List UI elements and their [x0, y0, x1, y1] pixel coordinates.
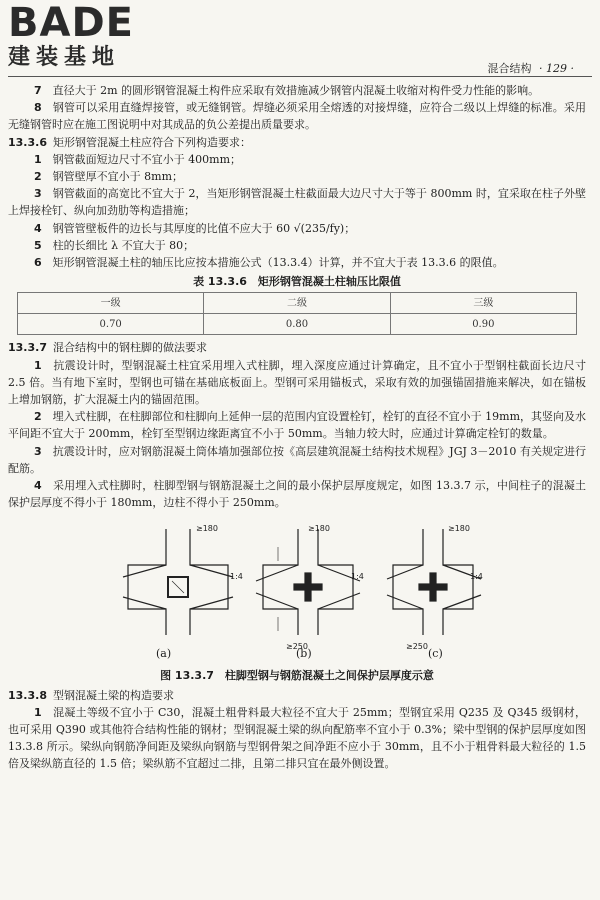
subfigure-label: (a): [156, 647, 172, 661]
clause-text: 直径大于 2m 的圆形钢管混凝土构件应采取有效措施减少钢管内混凝土收缩对构件受力性能的影响。: [52, 84, 540, 97]
section-number: 13.3.7: [8, 341, 47, 355]
dim-label: ≥180: [196, 524, 218, 534]
section-heading: [8, 134, 586, 151]
clause-text: 钢管截面短边尺寸不宜小于 400mm；: [52, 152, 242, 166]
clause-text: 抗震设计时，型钢混凝土柱宜采用埋入式柱脚，埋入深度应通过计算确定，且不宜小于型钢柱截面长边尺寸 2.5 倍。当有地下室时，型钢也可锚在基础底板面上。型钢可采用锚板式，采取有效的加强锚固措施来解决，如在锚板上增加钢筋，扩大混凝土内的锚固范围。: [8, 358, 587, 407]
clause-item: [8, 357, 586, 409]
table-header-cell: 二级: [204, 293, 390, 314]
clause-number: 1: [34, 705, 42, 719]
slope-label: 1:4: [351, 572, 364, 582]
clause-number: 2: [34, 410, 42, 424]
clause-number: 4: [34, 221, 42, 235]
clause-number: 8: [34, 101, 42, 115]
table-cell: 0.70: [18, 314, 204, 335]
dim-label: ≥250: [286, 642, 308, 652]
clause-text: 矩形钢管混凝土柱的轴压比应按本措施公式（13.3.4）计算，并不宜大于表 13.3.6 的限值。: [52, 256, 504, 270]
table-header-cell: 三级: [390, 293, 576, 314]
table-title: 表 13.3.6 矩形钢管混凝土柱轴压比限值: [193, 275, 401, 289]
table-cell: 0.90: [390, 314, 576, 335]
clause-text: 钢管管壁板件的边长与其厚度的比值不应大于 60 √(235/fy)；: [52, 221, 356, 235]
table-header-row: [18, 293, 577, 314]
clause-item: [8, 151, 586, 168]
section-number: 13.3.6: [8, 135, 47, 149]
logo: [8, 2, 178, 70]
clause-text: 抗震设计时，应对钢筋混凝土筒体墙加强部位按《高层建筑混凝土结构技术规程》JGJ 3－2010 有关规定进行配筋。: [8, 444, 587, 475]
clause-number: 6: [34, 256, 42, 270]
clause-number: 1: [34, 152, 42, 166]
running-head-title: 混合结构: [487, 62, 532, 75]
clause-text: 采用埋入式柱脚时，柱脚型钢与钢筋混凝土之间的最小保护层厚度规定，如图 13.3.7 示，中间柱子的混凝土保护层厚度不得小于 180mm，边柱不得小于 250mm。: [8, 479, 587, 510]
diagram-c: [387, 529, 481, 635]
diagram-b: [256, 529, 360, 635]
clause-text: 钢管壁厚不宜小于 8mm；: [52, 170, 184, 184]
logo-wordmark: BADE: [8, 0, 134, 46]
clause-item: [8, 99, 586, 133]
running-head: [488, 60, 574, 76]
section-number: 13.3.8: [8, 688, 47, 702]
logo-subtitle: 建装基地: [8, 45, 121, 70]
subfigure-label: (b): [296, 647, 312, 661]
section-title: 混合结构中的钢柱脚的做法要求: [52, 341, 207, 355]
clause-item: [8, 254, 586, 271]
clause-number: 4: [34, 479, 42, 493]
clause-item: [8, 443, 586, 477]
clause-text: 混凝土等级不宜小于 C30，混凝土粗骨料最大粒径不宜大于 25mm；型钢宜采用 Q235 及 Q345 级钢材，也可采用 Q390 或其他符合结构性能的钢材；型钢混凝土梁的纵向配筋率不宜小于 0.3%；梁中型钢的保护层厚度如图 13.3.8 所示。梁纵向钢筋净间距及梁纵向钢筋与型钢骨架之间净距不应小于 30mm，且不小于粗骨料最大粒径的 1.5 倍及梁纵筋直径的 1.5 倍；梁纵筋不宜超过二排，且第二排只宜在最外侧设置。: [8, 705, 586, 771]
subfigure-label: (c): [428, 647, 443, 661]
axial-ratio-table: [17, 292, 577, 335]
table-cell: 0.80: [204, 314, 390, 335]
clause-text: 埋入式柱脚，在柱脚部位和柱脚向上延伸一层的范围内宜设置栓钉，栓钉的直径不宜小于 19mm，其竖向及水平间距不宜大于 200mm，栓钉至型钢边缘距离宜不小于 50mm。当轴力较大时，应通过计算确定栓钉的数量。: [8, 410, 587, 441]
slope-label: 1:4: [470, 572, 483, 582]
clause-number: 1: [34, 358, 42, 372]
clause-item: [8, 168, 586, 185]
figure-caption: 图 13.3.7 柱脚型钢与钢筋混凝土之间保护层厚度示意: [160, 669, 434, 683]
section-heading: [8, 687, 586, 704]
clause-item: [8, 185, 586, 219]
clause-item: [8, 82, 586, 99]
table-row: [18, 314, 577, 335]
clause-item: [8, 477, 586, 511]
dim-label: ≥180: [308, 524, 330, 534]
table-header-cell: 一级: [18, 293, 204, 314]
clause-item: [8, 237, 586, 254]
dim-label: ≥250: [406, 642, 428, 652]
clause-number: 2: [34, 170, 42, 184]
clause-item: [8, 220, 586, 237]
page-body: [8, 82, 586, 773]
slope-label: 1:4: [230, 572, 243, 582]
clause-number: 5: [34, 238, 42, 252]
dim-label: ≥180: [448, 524, 470, 534]
section-title: 矩形钢管混凝土柱应符合下列构造要求：: [52, 135, 251, 149]
clause-number: 3: [34, 187, 42, 201]
section-title: 型钢混凝土梁的构造要求: [52, 688, 174, 702]
section-heading: [8, 339, 586, 356]
clause-item: [8, 704, 586, 773]
clause-text: 钢管可以采用直缝焊接管，或无缝钢管。焊缝必须采用全熔透的对接焊缝，应符合二级以上焊缝的标准。采用无缝钢管时应在施工图说明中对其成品的负公差提出质量要求。: [8, 101, 586, 132]
figure-13-3-7: [8, 517, 586, 667]
clause-number: 7: [34, 84, 42, 97]
clause-text: 柱的长细比 λ 不宜大于 80；: [52, 238, 195, 252]
header-rule: [8, 76, 592, 77]
clause-item: [8, 408, 586, 442]
clause-text: 钢管截面的高宽比不宜大于 2，当矩形钢管混凝土柱截面最大边尺寸大于等于 800mm 时，宜采取在柱子外壁上焊接栓钉、纵向加劲肋等构造措施；: [8, 187, 587, 218]
page-number: · 129 ·: [539, 62, 574, 75]
clause-number: 3: [34, 444, 42, 458]
diagram-a: [123, 529, 233, 635]
